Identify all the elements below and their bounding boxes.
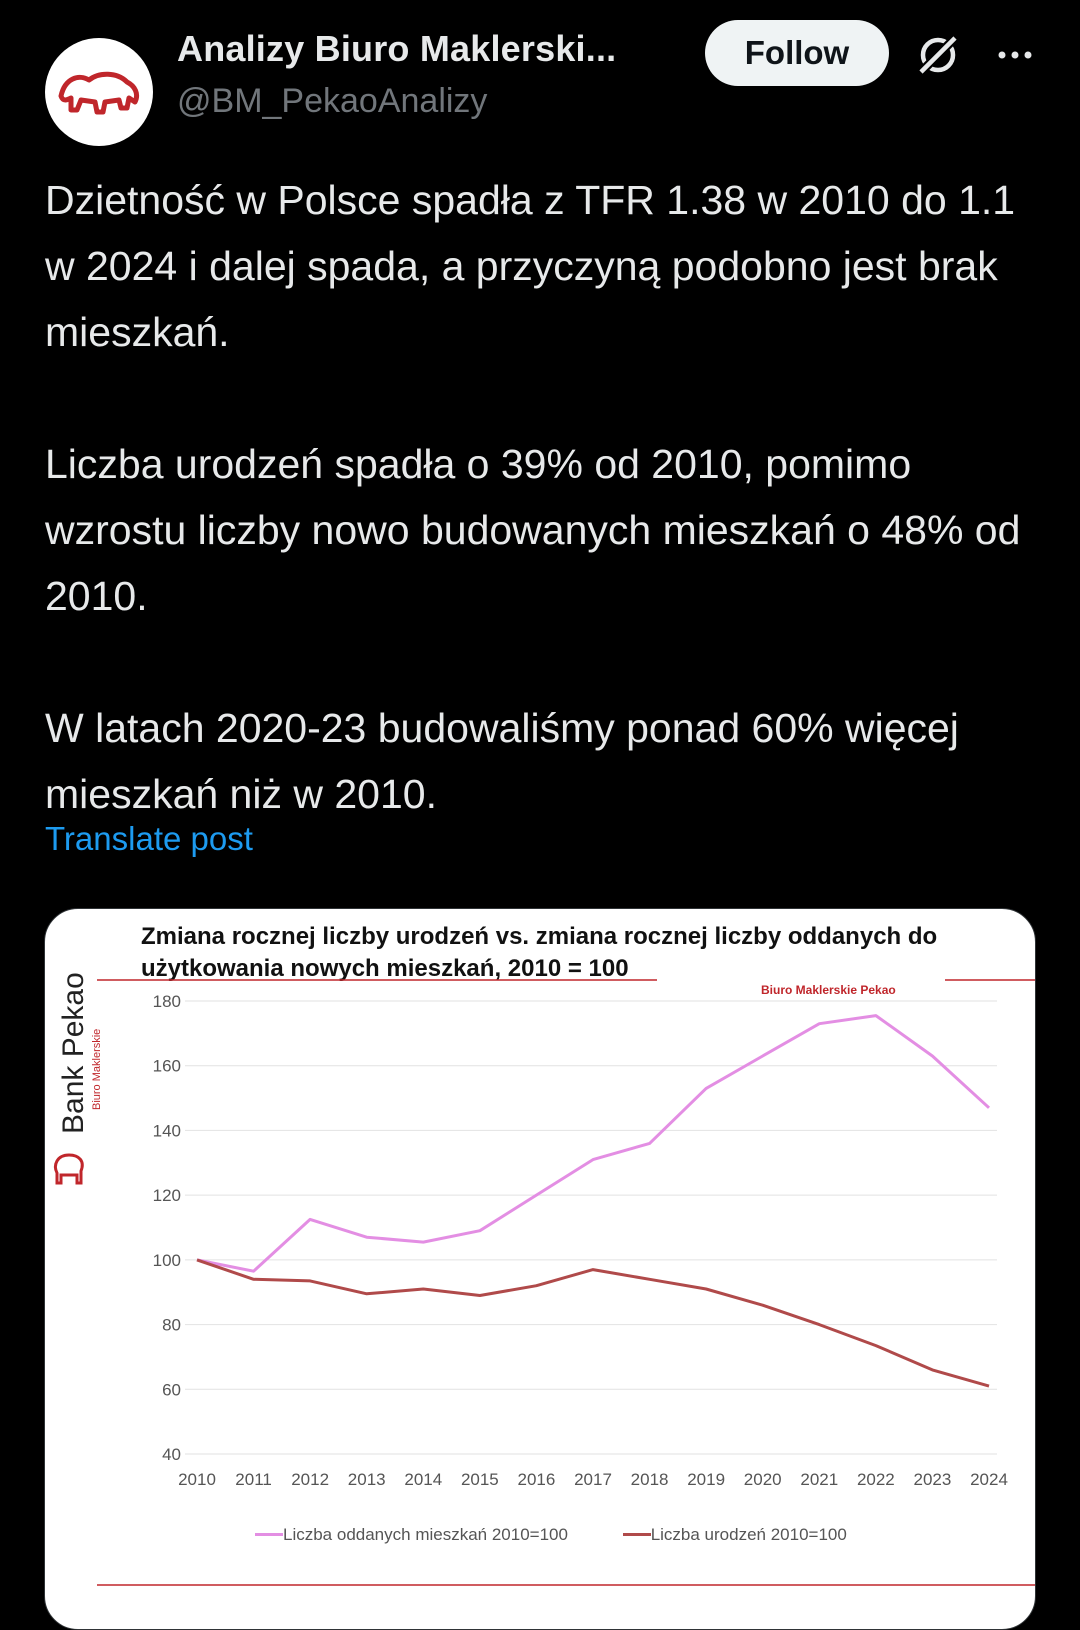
y-tick-label: 40 [162, 1445, 181, 1464]
more-icon[interactable] [990, 30, 1040, 80]
x-tick-label: 2016 [517, 1470, 556, 1489]
x-tick-label: 2010 [178, 1470, 216, 1489]
chart-subtitle: Biuro Maklerskie Pekao [761, 983, 896, 997]
x-tick-label: 2019 [687, 1470, 726, 1489]
x-tick-label: 2013 [347, 1470, 386, 1489]
legend-label: Liczba urodzeń 2010=100 [650, 1524, 847, 1544]
follow-button[interactable]: Follow [705, 20, 889, 86]
author-handle[interactable]: @BM_PekaoAnalizy [177, 82, 488, 120]
bank-subname: Biuro Maklerskie [91, 1028, 103, 1110]
x-tick-label: 2017 [574, 1470, 612, 1489]
bison-logo-icon [55, 68, 143, 118]
y-tick-label: 100 [152, 1250, 181, 1270]
y-tick-label: 160 [152, 1056, 181, 1076]
legend-item [255, 1525, 568, 1545]
post-text [45, 167, 1035, 827]
avatar[interactable] [45, 38, 153, 146]
y-tick-label: 60 [162, 1380, 181, 1400]
x-tick-label: 2011 [235, 1470, 272, 1489]
x-tick-label: 2018 [630, 1470, 669, 1489]
post-image[interactable] [44, 908, 1036, 1630]
legend-label: Liczba oddanych mieszkań 2010=100 [283, 1524, 568, 1544]
x-tick-label: 2024 [970, 1470, 1008, 1489]
x-tick-label: 2020 [743, 1470, 782, 1489]
post-header [45, 20, 1035, 140]
legend-swatch [255, 1533, 283, 1536]
post-paragraph: Dzietność w Polsce spadła z TFR 1.38 w 2010 do 1.1 w 2024 i dalej spada, a przyczyną podobno jest brak mieszkań. [45, 177, 1016, 355]
bank-name: Bank Pekao [57, 972, 90, 1134]
series-line [197, 1016, 989, 1272]
author-name[interactable]: Analizy Biuro Maklerski... [177, 28, 617, 69]
chart-title: Zmiana rocznej liczby urodzeń vs. zmiana rocznej liczby oddanych do użytkowania nowych mieszkań, 2010 = 100 [141, 923, 938, 982]
series-line [197, 1260, 989, 1386]
x-tick-label: 2014 [404, 1470, 443, 1489]
chart-legend [255, 1521, 897, 1545]
legend-swatch [623, 1533, 651, 1536]
x-tick-label: 2021 [800, 1470, 839, 1489]
x-tick-label: 2022 [856, 1470, 895, 1489]
y-tick-label: 120 [152, 1186, 181, 1206]
y-tick-label: 80 [162, 1315, 181, 1335]
translate-post-link[interactable]: Translate post [45, 820, 253, 857]
x-tick-label: 2015 [460, 1470, 499, 1489]
post-paragraph: Liczba urodzeń spadła o 39% od 2010, pomimo wzrostu liczby nowo budowanych mieszkań o 48% od 2010. [45, 441, 1021, 619]
grok-icon[interactable] [913, 30, 963, 80]
y-tick-label: 140 [152, 1121, 181, 1141]
legend-item [623, 1525, 847, 1545]
x-tick-label: 2023 [913, 1470, 952, 1489]
y-tick-label: 180 [152, 992, 181, 1011]
x-tick-label: 2012 [291, 1470, 330, 1489]
post-paragraph: W latach 2020-23 budowaliśmy ponad 60% więcej mieszkań niż w 2010. [45, 705, 959, 817]
